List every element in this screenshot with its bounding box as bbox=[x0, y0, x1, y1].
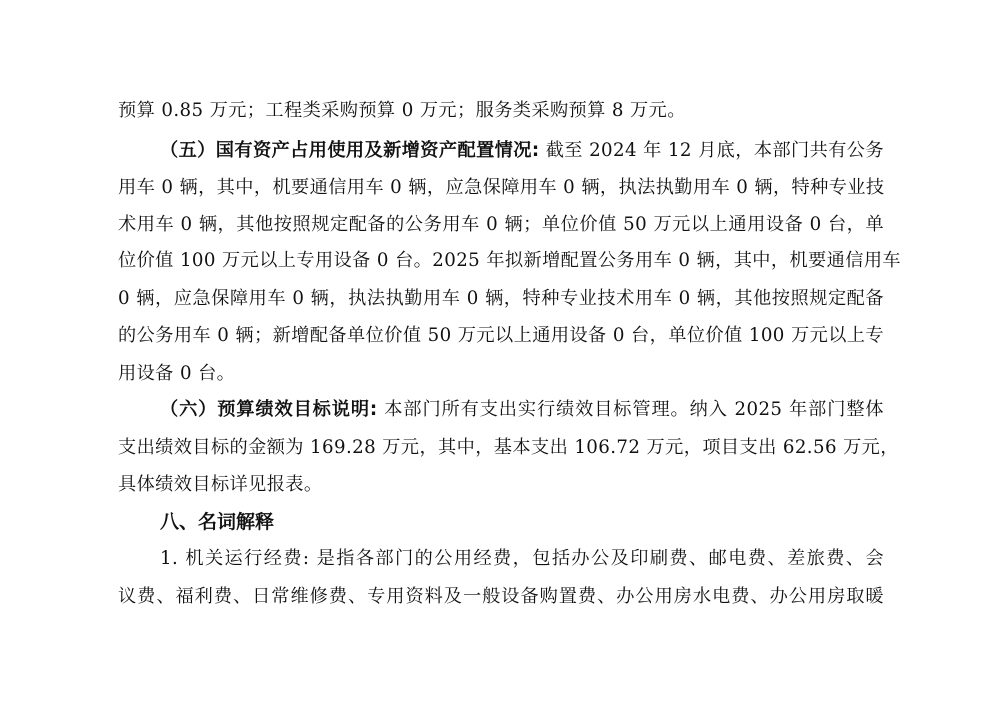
term-1-label: 1. 机关运行经费: bbox=[160, 548, 310, 569]
term-1-line-2: 议费、福利费、日常维修费、专用资料及一般设备购置费、办公用房水电费、办公用房取暖 bbox=[118, 586, 884, 607]
section-5-line-6: 的公务用车 0 辆；新增配备单位价值 50 万元以上通用设备 0 台，单位价值 100 万元以上专 bbox=[118, 325, 884, 346]
section-6-title: （六）预算绩效目标说明: bbox=[160, 399, 378, 420]
section-5-line-3: 术用车 0 辆，其他按照规定配备的公务用车 0 辆；单位价值 50 万元以上通用设备 0 台，单 bbox=[118, 214, 884, 235]
section-6-intro: 本部门所有支出实行绩效目标管理。纳入 2025 年部门整体 bbox=[377, 399, 884, 420]
section-5-title: （五）国有资产占用使用及新增资产配置情况: bbox=[160, 140, 540, 161]
section-6-line-2: 支出绩效目标的金额为 169.28 万元，其中，基本支出 106.72 万元，项目支出 62.56 万元， bbox=[118, 437, 899, 458]
section-5-first-line bbox=[160, 141, 884, 161]
section-5-line-5: 0 辆，应急保障用车 0 辆，执法执勤用车 0 辆，特种专业技术用车 0 辆，其他按照规定配备 bbox=[118, 288, 884, 309]
term-1-first-line bbox=[160, 549, 884, 569]
section-8-heading: 八、名词解释 bbox=[160, 511, 275, 533]
section-5-intro: 截至 2024 年 12 月底，本部门共有公务 bbox=[539, 140, 884, 161]
section-5-line-2: 用车 0 辆，其中，机要通信用车 0 辆，应急保障用车 0 辆，执法执勤用车 0 辆，特种专业技 bbox=[118, 177, 885, 198]
section-6-line-3: 具体绩效目标详见报表。 bbox=[118, 474, 323, 495]
section-6-first-line bbox=[160, 400, 884, 420]
term-1-definition: 是指各部门的公用经费，包括办公及印刷费、邮电费、差旅费、会 bbox=[309, 548, 884, 569]
section-5-line-7: 用设备 0 台。 bbox=[118, 363, 236, 384]
budget-procurement-line: 预算 0.85 万元；工程类采购预算 0 万元；服务类采购预算 8 万元。 bbox=[118, 100, 686, 121]
section-5-line-4: 位价值 100 万元以上专用设备 0 台。2025 年拟新增配置公务用车 0 辆，其中，机要通信用车 bbox=[118, 250, 901, 271]
